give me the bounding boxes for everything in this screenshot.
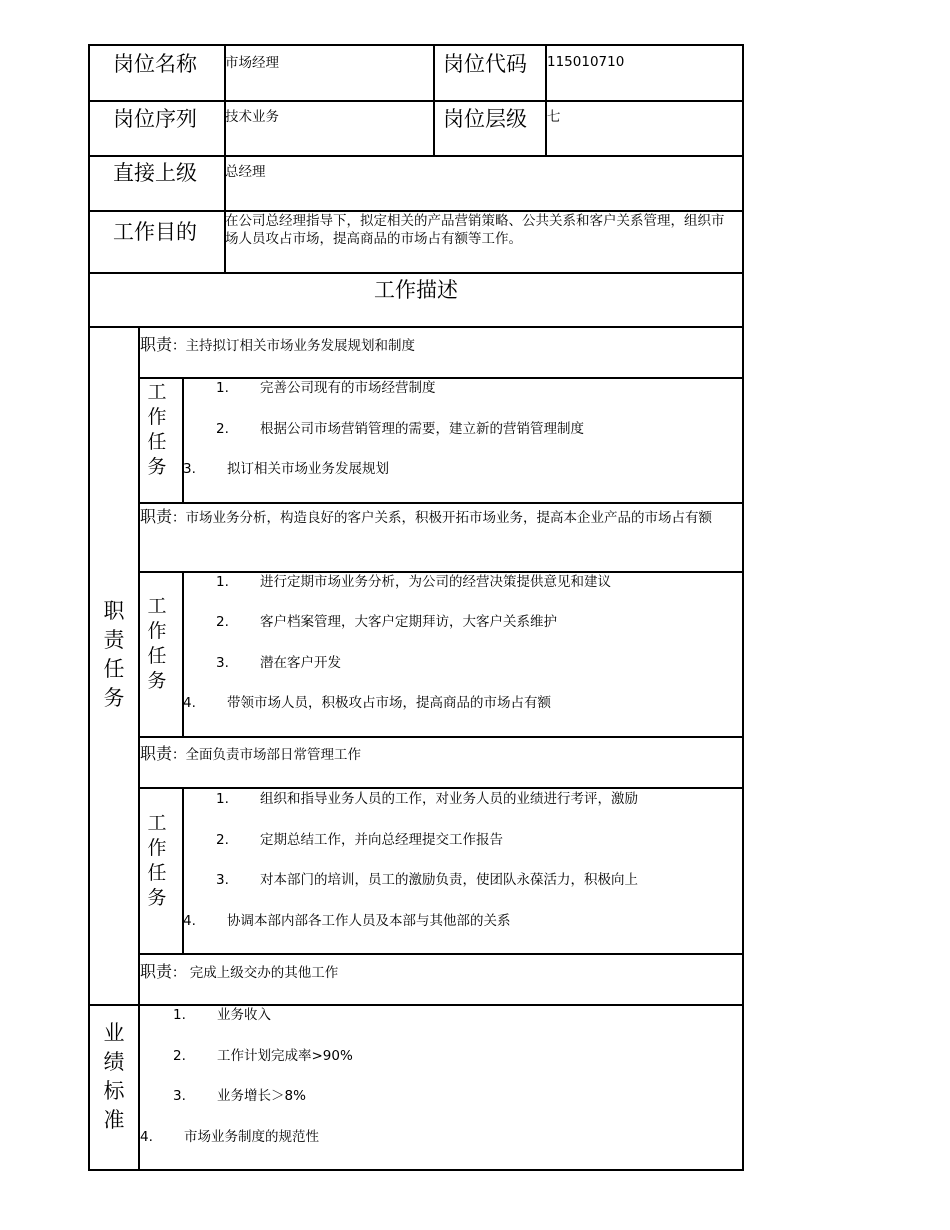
duty-text: ：全面负责市场部日常管理工作 — [172, 747, 362, 763]
task-item — [183, 460, 389, 478]
task-item — [216, 573, 611, 591]
performance-text: 业务收入 — [217, 1007, 271, 1023]
task-text: 对本部门的培训，员工的激励负责，使团队永葆活力，积极向上 — [260, 872, 638, 888]
table-border-bottom — [88, 1169, 744, 1171]
col-divider — [433, 44, 435, 156]
position-series-label: 岗位序列 — [113, 107, 197, 131]
task-num: 1. — [216, 380, 229, 396]
performance-section-label: 业绩标准 — [103, 1021, 125, 1132]
task-text: 定期总结工作，并向总经理提交工作报告 — [260, 832, 503, 848]
table-border-right — [742, 44, 744, 1170]
task-item — [216, 871, 638, 889]
col-divider — [182, 377, 184, 503]
position-level-value: 七 — [547, 109, 561, 125]
duty-key: 职责 — [140, 507, 173, 526]
task-num: 2. — [216, 832, 229, 848]
position-name-value: 市场经理 — [225, 55, 279, 71]
task-num: 4. — [183, 913, 196, 929]
performance-num: 2. — [173, 1048, 186, 1064]
task-label: 工作任务 — [147, 381, 167, 478]
row-divider — [138, 736, 744, 738]
task-item — [183, 912, 511, 930]
task-item — [183, 694, 551, 712]
performance-item — [173, 1087, 306, 1105]
task-text: 根据公司市场营销管理的需要，建立新的营销管理制度 — [260, 421, 584, 437]
duty-section-label: 职责任务 — [103, 599, 125, 710]
section-title: 工作描述 — [374, 278, 458, 302]
position-level-label: 岗位层级 — [443, 107, 527, 131]
task-num: 2. — [216, 421, 229, 437]
task-text: 潜在客户开发 — [260, 655, 341, 671]
task-num: 2. — [216, 614, 229, 630]
task-text: 组织和指导业务人员的工作，对业务人员的业绩进行考评，激励 — [260, 791, 638, 807]
task-item — [216, 790, 638, 808]
col-divider — [182, 571, 184, 737]
table-border-top — [88, 44, 744, 46]
duty-row — [140, 741, 361, 764]
position-name-label: 岗位名称 — [113, 52, 197, 76]
task-num: 1. — [216, 574, 229, 590]
task-text: 协调本部内部各工作人员及本部与其他部的关系 — [227, 913, 511, 929]
duty-text: ： 完成上级交办的其他工作 — [172, 965, 339, 981]
task-num: 4. — [183, 695, 196, 711]
performance-item — [173, 1047, 353, 1065]
performance-text: 市场业务制度的规范性 — [184, 1129, 319, 1145]
task-text: 进行定期市场业务分析，为公司的经营决策提供意见和建议 — [260, 574, 611, 590]
task-item — [216, 379, 436, 397]
position-series-value: 技术业务 — [225, 109, 279, 125]
task-num: 3. — [216, 872, 229, 888]
task-num: 1. — [216, 791, 229, 807]
task-label: 工作任务 — [147, 812, 167, 909]
job-purpose-value: 在公司总经理指导下，拟定相关的产品营销策略、公共关系和客户关系管理，组织市场人员攻占市场，提高商品的市场占有额等工作。 — [225, 213, 725, 247]
performance-num: 3. — [173, 1088, 186, 1104]
row-divider — [138, 953, 744, 955]
performance-text: 业务增长＞8% — [217, 1088, 306, 1104]
duty-row — [140, 332, 415, 355]
direct-superior-value: 总经理 — [225, 164, 266, 180]
duty-row — [140, 507, 735, 527]
row-divider — [138, 502, 744, 504]
row-divider — [88, 272, 744, 274]
table-border-left — [88, 44, 90, 1170]
performance-item — [140, 1128, 319, 1146]
row-divider — [88, 326, 744, 328]
task-text: 客户档案管理，大客户定期拜访，大客户关系维护 — [260, 614, 557, 630]
duty-key: 职责 — [140, 962, 173, 981]
task-item — [216, 420, 584, 438]
duty-text: ：市场业务分析，构造良好的客户关系，积极开拓市场业务，提高本企业产品的市场占有额 — [172, 510, 713, 526]
task-num: 3. — [183, 461, 196, 477]
task-text: 拟订相关市场业务发展规划 — [227, 461, 389, 477]
direct-superior-label: 直接上级 — [113, 161, 197, 185]
performance-num: 4. — [140, 1129, 153, 1145]
duty-key: 职责 — [140, 744, 173, 763]
task-item — [216, 831, 503, 849]
position-code-label: 岗位代码 — [443, 52, 527, 76]
task-item — [216, 613, 557, 631]
position-code-value: 115010710 — [547, 54, 625, 70]
duty-key: 职责 — [140, 335, 173, 354]
task-num: 3. — [216, 655, 229, 671]
task-text: 带领市场人员，积极攻占市场，提高商品的市场占有额 — [227, 695, 551, 711]
job-purpose-label: 工作目的 — [113, 220, 197, 244]
row-divider — [138, 787, 744, 789]
performance-num: 1. — [173, 1007, 186, 1023]
performance-text: 工作计划完成率>90% — [217, 1048, 353, 1064]
task-item — [216, 654, 341, 672]
performance-item — [173, 1006, 271, 1024]
row-divider — [88, 100, 744, 102]
task-label: 工作任务 — [147, 595, 167, 692]
task-text: 完善公司现有的市场经营制度 — [260, 380, 436, 396]
duty-row — [140, 959, 338, 982]
row-divider — [88, 155, 744, 157]
duty-text: ：主持拟订相关市场业务发展规划和制度 — [172, 338, 416, 354]
